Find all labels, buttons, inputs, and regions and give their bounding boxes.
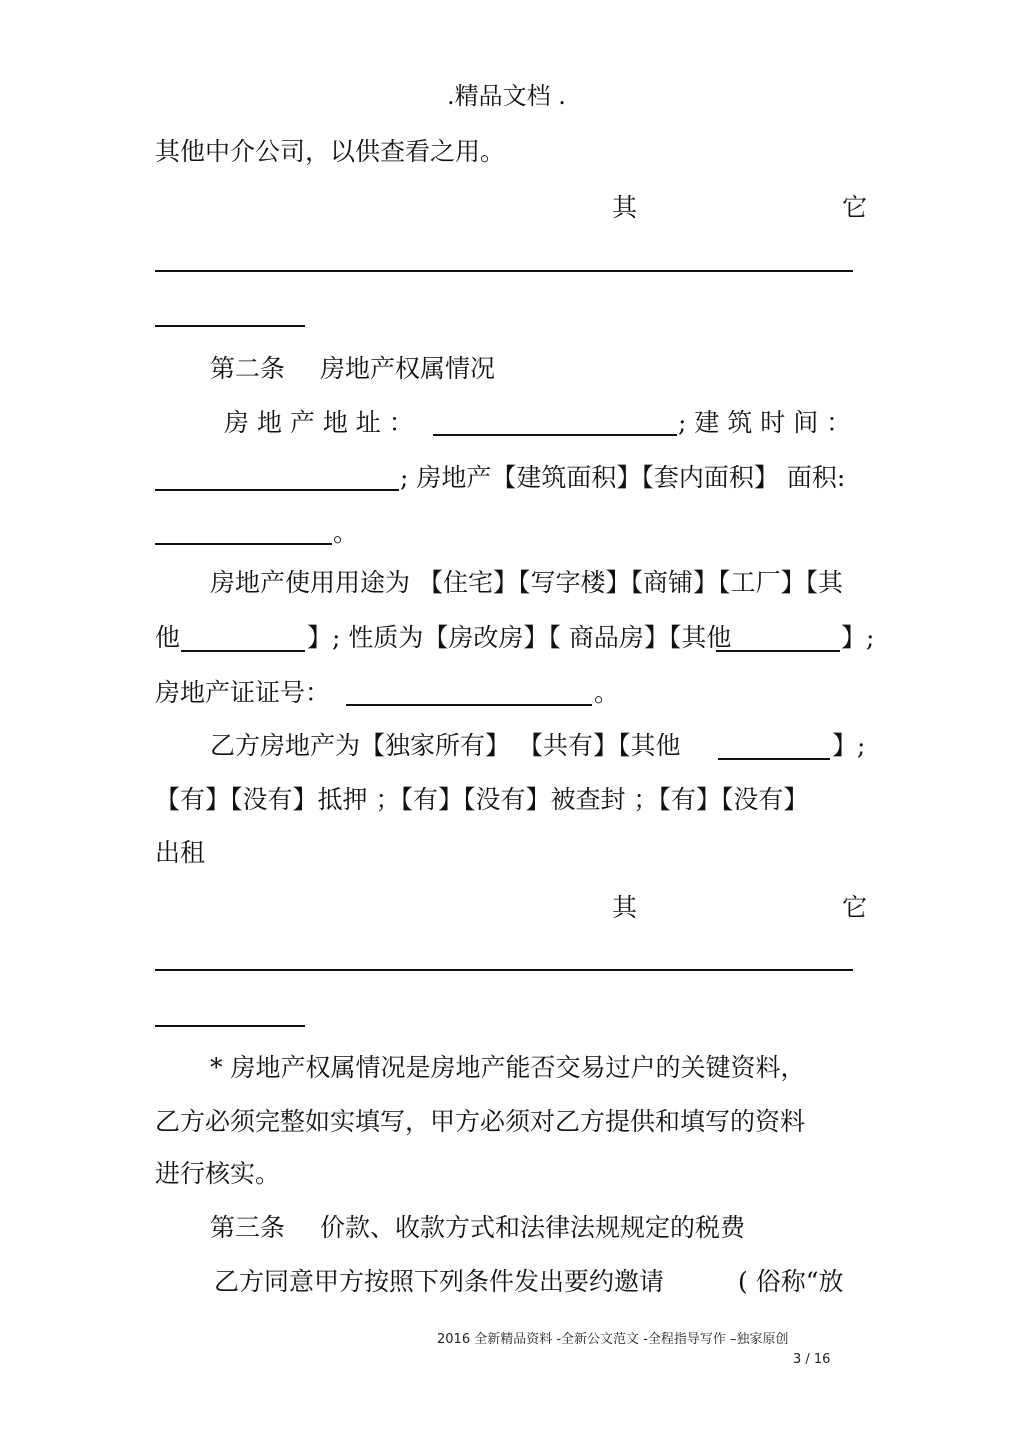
owner-text: 乙方房地产为【独家所有】 【共有】【其他: [210, 731, 681, 760]
page-header-title: .精品文档 .: [447, 82, 566, 110]
note-line-1: * 房地产权属情况是房地产能否交易过户的关键资料，: [210, 1053, 806, 1082]
article-3-line-1: 乙方同意甲方按照下列条件发出要约邀请: [214, 1267, 665, 1296]
address-blank: [433, 434, 677, 436]
cert-label: 房地产证证号：: [155, 678, 331, 707]
article-3-title: 价款、收款方式和法律法规规定的税费: [320, 1213, 746, 1242]
rent-text: 出租: [155, 838, 206, 867]
fill-line-short: [155, 325, 305, 327]
other-label-first-char-2: 其: [612, 893, 638, 922]
fill-line-long-2: [155, 969, 853, 971]
mortgage-text: 【有】【没有】抵押 ；【有】【没有】被查封 ；【有】【没有】: [155, 785, 809, 814]
area-label: ; 房地产【建筑面积】【套内面积】 面积:: [400, 463, 846, 492]
usage-other-prefix: 他: [155, 623, 181, 652]
area-blank: [155, 543, 332, 545]
article-2-title: 房地产权属情况: [320, 354, 496, 383]
article-3-line-1-tail: ( 俗称“放: [738, 1267, 844, 1296]
cert-period: 。: [594, 678, 620, 707]
footer-tagline: 2016 全新精品资料 -全新公文范文 -全程指导写作 –独家原创: [437, 1332, 789, 1347]
build-time-label: ; 建 筑 时 间 ：: [678, 408, 852, 437]
note-line-3: 进行核实。: [155, 1159, 281, 1188]
nature-other-blank: [716, 650, 840, 652]
area-period: 。: [333, 518, 359, 547]
owner-other-blank: [718, 758, 830, 760]
article-2-number: 第二条: [210, 354, 286, 383]
other-label-second-char-2: 它: [842, 893, 868, 922]
article-3-number: 第三条: [210, 1213, 286, 1242]
nature-end: 】;: [841, 623, 875, 652]
other-label-first-char: 其: [612, 193, 638, 222]
other-label-second-char: 它: [842, 193, 868, 222]
cert-blank: [346, 704, 592, 706]
note-line-2: 乙方必须完整如实填写，甲方必须对乙方提供和填写的资料: [155, 1107, 806, 1136]
address-label: 房 地 产 地 址 ：: [224, 408, 414, 437]
nature-text: 】; 性质为【房改房】【 商品房】【其他: [307, 623, 732, 652]
usage-other-blank: [181, 650, 305, 652]
footer-page-number: 3 / 16: [793, 1352, 831, 1367]
fill-line-short-2: [155, 1025, 305, 1027]
build-time-blank: [155, 489, 399, 491]
fill-line-long: [155, 270, 853, 272]
text-line-continuation: 其他中介公司，以供查看之用。: [155, 137, 506, 166]
owner-end: 】;: [832, 731, 866, 760]
usage-text: 房地产使用用途为 【住宅】【写字楼】【商铺】【工厂】【其: [210, 568, 843, 597]
